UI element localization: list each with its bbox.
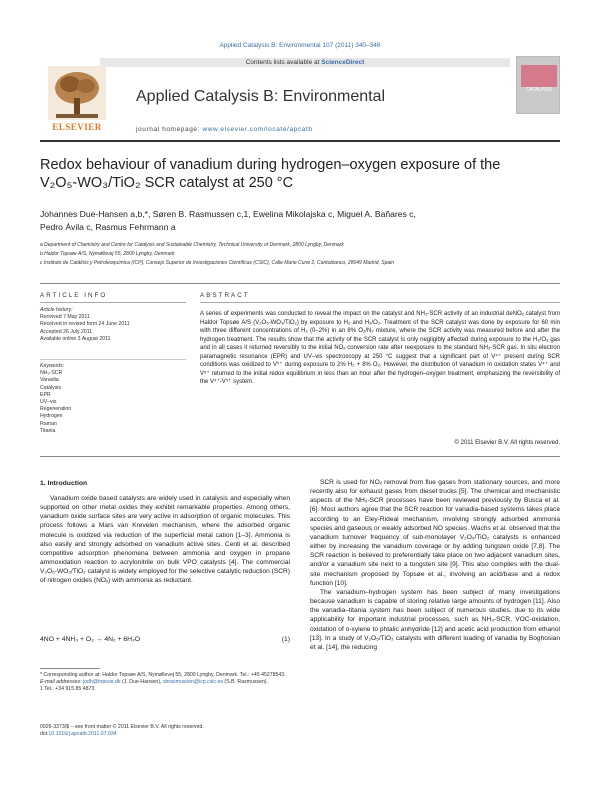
keyword: UV–vis: [40, 399, 57, 406]
body-paragraph: Vanadium oxide based catalysts are widely used in catalysis and especially when supported on other metal oxides they exhibit remarkable properties. Among others, vanadium oxide surface sites are very active in adsorption of organic molecules. This process follows a Mars van Krevelen mechanism, where the adsorbed organic molecule is oxidized via reduction of the superficial metal cation [1–3]. Ammonia is also easily and strongly adsorbed on vanadium active sites. Centi et al. described competitive adsorption phenomena between ammonia and oxygen in propane ammoxidation reaction to acrylonitrile on bulk VPO catalysts [4]. The commercial V₂O₅-WO₃/TiO₂ catalyst is widely employed for the selective catalytic reduction (SCR) of nitrogen oxides (NOₓ) with ammonia as reductant.: [40, 495, 290, 585]
journal-title: Applied Catalysis B: Environmental: [136, 88, 386, 105]
corresponding-author-note: * Corresponding author at: Haldor Topsøe A/S, Nymøllevej 55, 2800 Lyngby, Denmark. Tel.: +45 45278543.: [40, 672, 286, 678]
history-item: Available online 3 August 2011: [40, 335, 111, 342]
homepage-link[interactable]: www.elsevier.com/locate/apcatb: [202, 126, 313, 133]
title-line: V₂O₅-WO₃/TiO₂ SCR catalyst at 250 °C: [40, 175, 294, 191]
keywords-rule: [40, 359, 186, 360]
left-column: [40, 494, 290, 586]
article-history: [40, 307, 190, 343]
doi-prefix: doi:: [40, 731, 49, 737]
footnote-rule: [40, 668, 100, 669]
email-note: [40, 679, 290, 686]
authors-line: Pedro Ávila c, Rasmus Fehrmann a: [40, 222, 176, 232]
doi-link[interactable]: 10.1016/j.apcatb.2011.07.034: [48, 731, 117, 737]
keywords-label: Keywords:: [40, 363, 65, 369]
keyword: EPR: [40, 391, 51, 398]
keyword: Titania: [40, 427, 56, 434]
authors-line: Johannes Due-Hansen a,b,*, Søren B. Rasmussen c,1, Ewelina Mikolajska c, Miguel A. Bañares c,: [40, 209, 416, 219]
doi-line: [40, 731, 290, 738]
history-item: Accepted 26 July 2011: [40, 328, 93, 335]
footnotes: [40, 672, 290, 693]
section-divider: [40, 283, 560, 284]
right-column: [310, 478, 560, 652]
keywords-list: [40, 363, 190, 435]
info-rule: [40, 302, 186, 303]
equation: [40, 636, 290, 643]
article-info-heading: ARTICLE INFO: [40, 292, 108, 299]
copyright-notice: © 2011 Elsevier B.V. All rights reserved.: [454, 440, 560, 446]
email-owner: (J. Due-Hansen),: [120, 679, 163, 685]
telephone-note: 1 Tel.: +34 915 85 4873.: [40, 686, 96, 692]
body-paragraph: The vanadium–hydrogen system has been subject of many investigations because vanadium is capable of storing relative large amounts of hydrogen [11]. Also the vanadia–titania system has been subject of numerous studies, due to its wide applicability for important industrial processes, such as NH₃-SCR, VOC-oxidation, oxidation of o-xylene to phtalic anhydride [12] and acetic acid production from ethanol [13]. In a study of V₂O₅/TiO₂ catalysts with different loading of vanadia by Boghosian et al. [14], the reducing: [310, 588, 560, 651]
keyword: Hydrogen: [40, 413, 63, 420]
history-item: Received 7 May 2011: [40, 314, 90, 321]
section-divider: [40, 456, 560, 457]
homepage-prefix: journal homepage:: [136, 126, 203, 133]
title-line: Redox behaviour of vanadium during hydrogen–oxygen exposure of the: [40, 157, 501, 173]
contents-line: [100, 58, 510, 67]
keyword: Raman: [40, 420, 57, 427]
abstract-heading: ABSTRACT: [200, 292, 250, 299]
body-paragraph: SCR is used for NOₓ removal from flue gases from stationary sources, and more recently also for exhaust gases from diesel trucks [5]. The chemical and mechanistic aspects of the NH₃-SCR processes have been reviewed previously by Busca et al. [6]. Most authors agree that the SCR reaction for vanadia-based systems takes place according to an Eley-Rideal mechanism, involving strongly adsorbed ammonia species and gaseous or weakly adsorbed NO species. Wachs et al. observed that the vanadium turnover frequency of sub-monolayer V₂O₅/TiO₂ catalysts is enhanced either by increasing the vanadium coverage or by adding tungsten oxide [7,8]. The SCR reaction is believed to preferentially take place on two adjacent vanadium sites, and/or a vanadium site next to a tungsten site [9]. This also complies with the dual-site mechanism proposed by Topsøe et al., involving an acid/base and a redox function [10].: [310, 479, 560, 587]
history-label: Article history:: [40, 307, 73, 313]
keyword: Regeneration: [40, 406, 72, 413]
article-title: [40, 156, 560, 192]
issn-line: [40, 724, 290, 738]
affiliation: b Haldor Topsøe A/S, Nymøllevej 55, 2800 Lyngby, Denmark: [40, 251, 175, 257]
author-list: [40, 208, 560, 234]
keyword: Vanadia: [40, 377, 59, 384]
introduction-heading: 1. Introduction: [40, 480, 88, 487]
equation-number: (1): [281, 636, 290, 643]
journal-cover-thumbnail: [516, 56, 560, 114]
contents-prefix: Contents lists available at: [245, 59, 322, 66]
email-prefix: E-mail addresses:: [40, 679, 83, 685]
elsevier-tree-logo: [42, 64, 112, 128]
keyword: Catalysis: [40, 384, 62, 391]
equation-text: 4NO + 4NH₃ + O₂ → 4N₂ + 6H₂O: [40, 636, 141, 643]
journal-reference[interactable]: Applied Catalysis B: Environmental 107 (2011) 340–346: [219, 42, 381, 49]
journal-header: [40, 56, 560, 138]
sciencedirect-link[interactable]: ScienceDirect: [321, 59, 365, 66]
email-link[interactable]: jodh@topsoe.dk: [82, 679, 121, 685]
cover-art: [521, 65, 557, 87]
email-link[interactable]: sbrasmussen@icp.csic.es: [162, 679, 223, 685]
cover-text: CATALYSIS: [525, 87, 553, 93]
elsevier-wordmark: ELSEVIER: [52, 122, 102, 132]
affiliation: c Instituto de Catálisis y Petroleoquímica (ICP), Consejo Superior de Investigaciones Científicas (CSIC), Calle Marie Curie 2, Cantoblanco, 28049 Madrid, Spain: [40, 260, 395, 266]
email-owner: (S.B. Rasmussen).: [222, 679, 268, 685]
abstract-text: A series of experiments was conducted to reveal the impact on the catalyst and NH₃-SCR activity of an industrial deNOₓ catalyst from Haldor Topsøe A/S (V₂O₅-WO₃/TiO₂) by exposure to H₂ and H₂/O₂. Treatment of the SCR catalyst was done by exposure for 60 min with three different concentrations of H₂ (0–2%) in an 8% O₂/N₂ mixture, where the SCR activity was measured before and after the hydrogen treatment. The results show that the activity of the SCR catalyst is only negligibly affected during exposure to the H₂/O₂ gas and in all cases it returned reversibly to the initial NOₓ conversion rate after reexposure to the standard NH₃-SCR gas. In situ electron paramagnetic resonance (EPR) and UV–vis spectroscopy at 250 °C suggest that a significant part of V⁴⁺ present during SCR conditions was oxidized to V⁵⁺ during exposure to 2% H₂ + 8% O₂. However, the distribution of vanadium in oxidation states V⁴⁺ and V⁵⁺ returned to the initial redox equilibrium in less than an hour after the hydrogen–oxygen treatment, emphasizing the reversibility of the V⁴⁺-V⁵⁺ system.: [200, 311, 560, 385]
issn-text: 0926-3373/$ – see front matter © 2011 Elsevier B.V. All rights reserved.: [40, 724, 204, 730]
keyword: NH₃-SCR: [40, 370, 63, 377]
history-item: Received in revised form 24 June 2011: [40, 321, 130, 328]
journal-homepage: [136, 126, 526, 133]
affiliation: a Department of Chemistry and Centre for Catalysis and Sustainable Chemistry, Technical University of Denmark, 2800 Lyngby, Denmark: [40, 242, 344, 248]
abstract-rule: [200, 302, 560, 303]
header-rule: [40, 140, 560, 142]
